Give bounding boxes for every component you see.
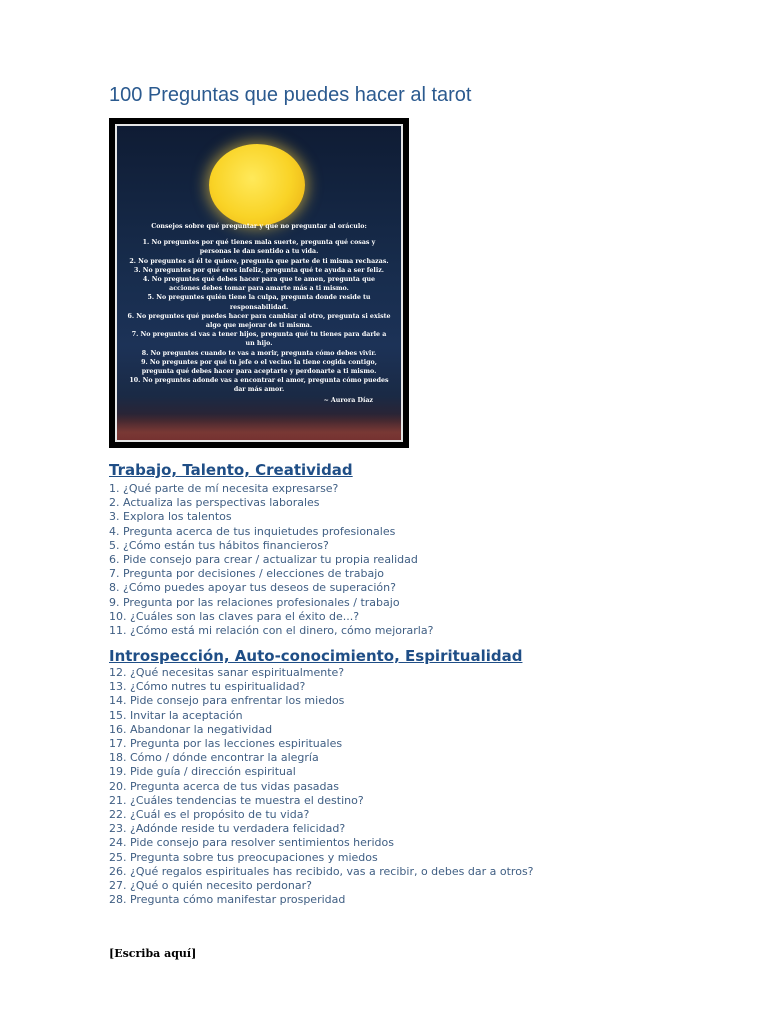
poster-tip: 7. No preguntes si vas a tener hijos, pregunta qué tu tienes para darle a un hijo. [131,331,387,348]
question-item: 24. Pide consejo para resolver sentimientos heridos [109,836,394,850]
section-heading-trabajo: Trabajo, Talento, Creatividad [109,461,353,479]
question-item: 2. Actualiza las perspectivas laborales [109,496,320,510]
poster-tip: 3. No preguntes por qué eres infeliz, pregunta qué te ayuda a ser feliz. [134,266,384,274]
question-item: 10. ¿Cuáles son las claves para el éxito de...? [109,609,360,623]
question-item: 7. Pregunta por decisiones / elecciones de trabajo [109,567,384,581]
question-list-introspeccion [109,666,534,907]
poster-tip: 10. No preguntes adonde vas a encontrar el amor, pregunta cómo puedes dar más amor. [129,377,389,394]
question-item: 15. Invitar la aceptación [109,708,243,722]
question-item: 23. ¿Adónde reside tu verdadera felicidad? [109,822,346,836]
question-item: 17. Pregunta por las lecciones espirituales [109,737,343,751]
question-list-trabajo [109,482,433,638]
question-item: 4. Pregunta acerca de tus inquietudes profesionales [109,524,396,538]
poster-tip: 5. No preguntes quién tiene la culpa, pregunta donde reside tu responsabilidad. [147,294,371,311]
page-title: 100 Preguntas que puedes hacer al tarot [109,84,472,106]
poster-tip: 6. No preguntes qué puedes hacer para cambiar al otro, pregunta si existe algo que mejorar de ti misma. [127,312,391,330]
question-item: 27. ¿Qué o quién necesito perdonar? [109,879,312,893]
question-item: 25. Pregunta sobre tus preocupaciones y miedos [109,850,378,864]
question-item: 12. ¿Qué necesitas sanar espiritualmente? [109,666,345,679]
question-item: 22. ¿Cuál es el propósito de tu vida? [109,808,310,822]
question-item: 26. ¿Qué regalos espirituales has recibido, vas a recibir, o debes dar a otros? [109,864,534,878]
question-item: 16. Abandonar la negatividad [109,722,273,736]
question-item: 11. ¿Cómo está mi relación con el dinero, cómo mejorarla? [109,624,434,638]
poster-tip: 1. No preguntes por qué tienes mala suerte, pregunta qué cosas y personas le dan sentido a tu vida. [142,239,376,256]
question-item: 19. Pide guía / dirección espiritual [109,765,296,779]
question-item: 18. Cómo / dónde encontrar la alegría [109,751,319,765]
question-item: 6. Pide consejo para crear / actualizar tu propia realidad [109,553,418,567]
question-item: 21. ¿Cuáles tendencias te muestra el destino? [109,793,364,807]
footer-placeholder[interactable]: [Escriba aquí] [109,947,197,960]
water-reflection [117,414,401,440]
question-item: 20. Pregunta acerca de tus vidas pasadas [109,779,340,793]
full-moon-image [209,144,305,226]
question-item: 3. Explora los talentos [109,510,232,524]
question-item: 14. Pide consejo para enfrentar los miedos [109,694,345,708]
poster-tip: 2. No preguntes si él te quiere, pregunta que parte de ti misma rechazas. [129,257,389,265]
poster-author: ~ Aurora Díaz [323,396,373,404]
question-item: 13. ¿Cómo nutres tu espiritualidad? [109,680,306,694]
poster-text [127,222,391,405]
poster-tip: 9. No preguntes por qué tu jefe o el vecino la tiene cogida contigo, pregunta qué debes hacer para aceptarte y perdonarte a ti mismo. [141,358,377,376]
poster-tip: 8. No preguntes cuando te vas a morir, pregunta cómo debes vivir. [141,349,377,357]
question-item: 5. ¿Cómo están tus hábitos financieros? [109,538,329,552]
question-item: 9. Pregunta por las relaciones profesionales / trabajo [109,595,400,609]
poster-tip: 4. No preguntes qué debes hacer para que te amen, pregunta que acciones debes tomar para amarte más a ti mismo. [142,276,376,293]
question-item: 28. Pregunta cómo manifestar prosperidad [109,893,346,907]
moon-advice-poster [109,118,409,448]
poster-frame [115,124,403,442]
question-item: 8. ¿Cómo puedes apoyar tus deseos de superación? [109,581,396,595]
question-item: 1. ¿Qué parte de mí necesita expresarse? [109,482,339,495]
poster-heading: Consejos sobre qué preguntar y que no preguntar al oráculo: [151,223,367,230]
section-heading-introspeccion: Introspección, Auto-conocimiento, Espiritualidad [109,647,523,665]
